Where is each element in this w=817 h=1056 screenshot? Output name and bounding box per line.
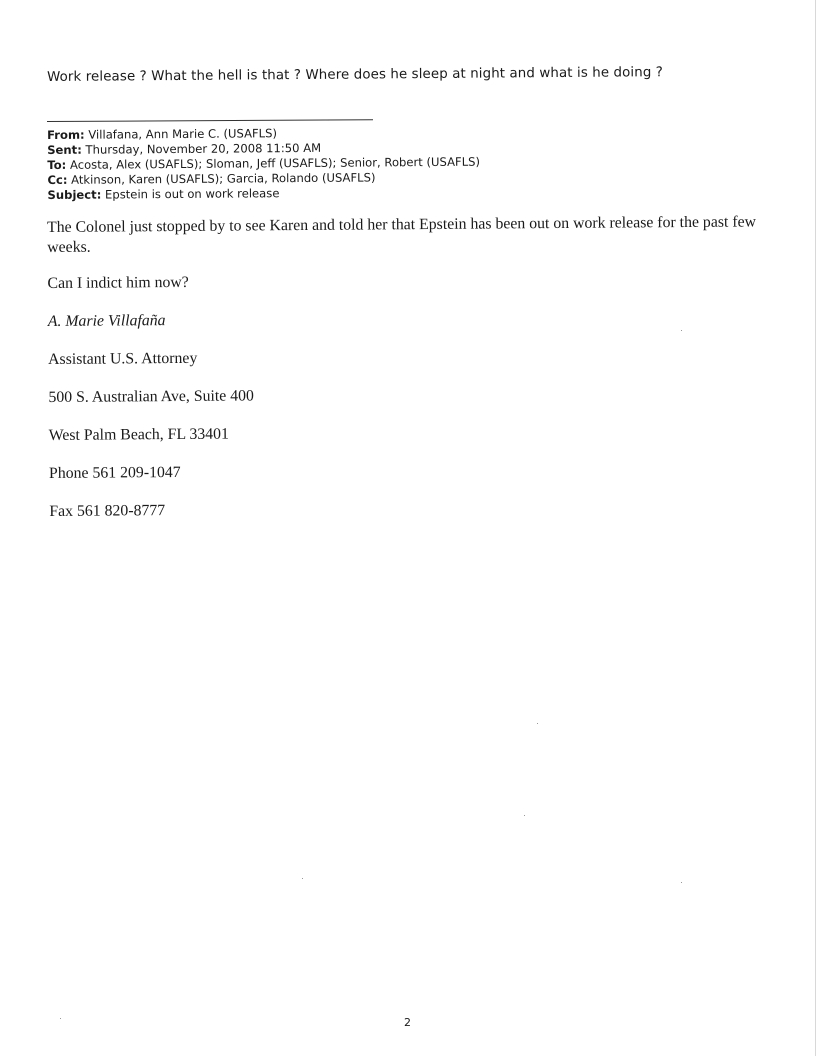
scan-speck xyxy=(524,815,525,816)
body-question: Can I indict him now? xyxy=(47,273,189,292)
scan-speck xyxy=(537,723,538,724)
subject-value: Epstein is out on work release xyxy=(101,186,280,202)
from-value: Villafana, Ann Marie C. (USAFLS) xyxy=(84,126,278,142)
to-value: Acosta, Alex (USAFLS); Sloman, Jeff (USAFLS); Senior, Robert (USAFLS) xyxy=(66,154,481,172)
cc-label: Cc: xyxy=(47,172,68,187)
subject-label: Subject: xyxy=(47,187,102,202)
signature-phone: Phone 561 209-1047 xyxy=(48,463,181,482)
page-edge-line xyxy=(815,0,816,1056)
header-separator-line xyxy=(47,119,373,122)
to-label: To: xyxy=(47,157,67,172)
from-label: From: xyxy=(47,127,85,142)
reply-message: Work release ? What the hell is that ? Where does he sleep at night and what is he doing ? xyxy=(47,65,664,85)
signature-address-line2: West Palm Beach, FL 33401 xyxy=(48,425,230,444)
email-header xyxy=(47,125,480,203)
signature-fax: Fax 561 820-8777 xyxy=(49,502,166,520)
body-paragraph: The Colonel just stopped by to see Karen and told her that Epstein has been out on work release for the past few weeks. xyxy=(47,213,757,256)
sent-value: Thursday, November 20, 2008 11:50 AM xyxy=(81,140,322,157)
scan-speck xyxy=(681,882,682,883)
scan-speck xyxy=(302,878,303,879)
sent-label: Sent: xyxy=(47,142,82,157)
scan-speck xyxy=(60,1018,61,1019)
subject-row xyxy=(47,185,480,203)
signature-name: A. Marie Villafaña xyxy=(47,312,166,330)
scan-speck xyxy=(681,330,682,331)
signature-address-line1: 500 S. Australian Ave, Suite 400 xyxy=(48,387,254,406)
email-body xyxy=(47,212,789,522)
cc-value: Atkinson, Karen (USAFLS); Garcia, Rolando (USAFLS) xyxy=(67,170,376,187)
page-number: 2 xyxy=(404,1016,411,1029)
signature-title: Assistant U.S. Attorney xyxy=(48,349,198,368)
